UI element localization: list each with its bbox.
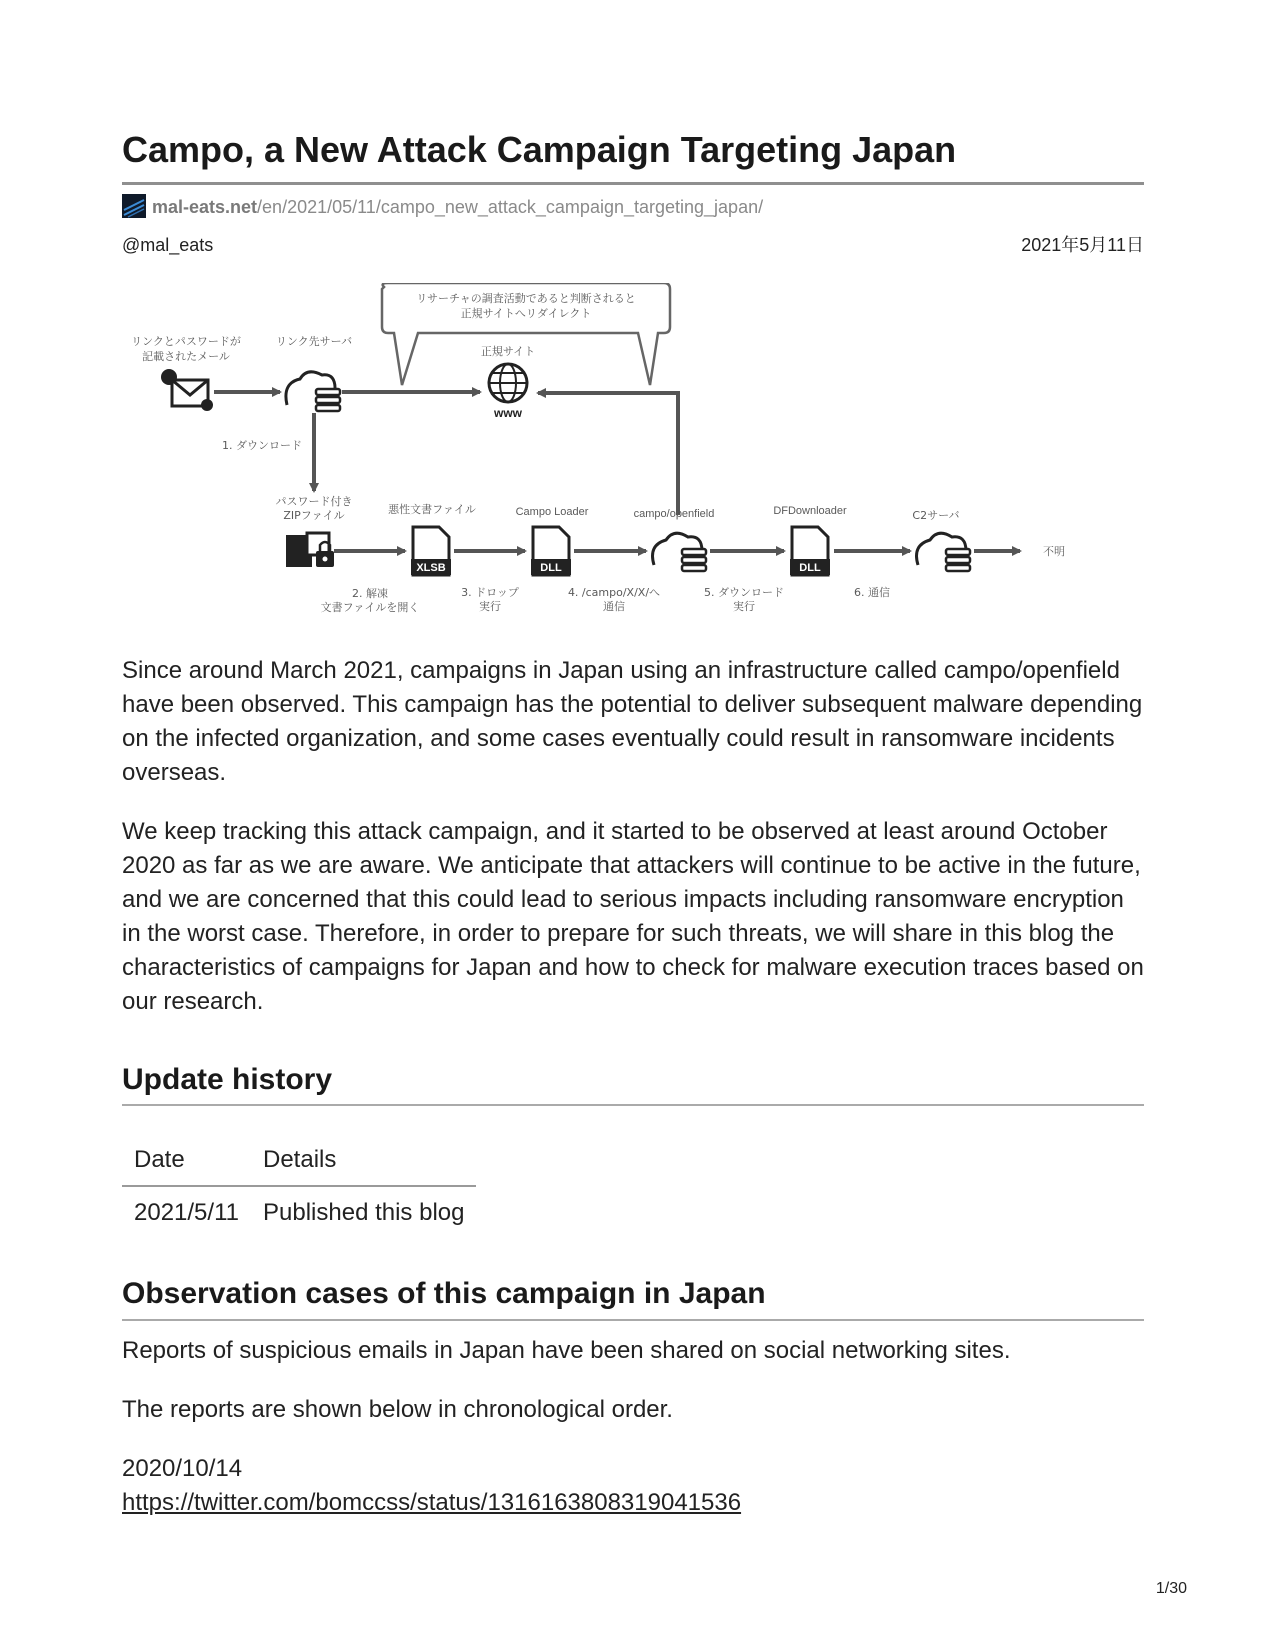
intro-paragraph-1: Since around March 2021, campaigns in Japan using an infrastructure called campo/openfield have been observed. This campaign has the potential to deliver subsequent malware depending on the infected organization, and some cases eventually could result in ransomware incidents overseas. — [122, 657, 1143, 786]
legit-site-label: 正規サイト — [480, 345, 536, 358]
www-text: www — [493, 406, 523, 420]
step6-label: 6. 通信 — [854, 586, 890, 599]
author-handle: @mal_eats — [122, 235, 214, 255]
article-title: Campo, a New Attack Campaign Targeting Japan — [122, 129, 957, 170]
publish-date: 2021年5月11日 — [1021, 235, 1144, 255]
date-column-header: Date — [122, 1135, 251, 1186]
dfdownloader-label: DFDownloader — [773, 505, 847, 517]
observation-paragraph-2: The reports are shown below in chronological order. — [122, 1396, 673, 1423]
step3-label-1: 3. ドロップ — [461, 586, 519, 599]
dll-tag-2: DLL — [799, 562, 821, 574]
callout-line-1: リサーチャの調査活動であると判断されると — [416, 292, 636, 305]
row-date: 2021/5/11 — [134, 1199, 239, 1226]
source-url[interactable] — [122, 194, 763, 219]
source-path: /en/2021/05/11/campo_new_attack_campaign_targeting_japan/ — [257, 197, 764, 217]
page-number: 1/30 — [1155, 1580, 1187, 1597]
xlsb-file-icon — [411, 527, 451, 575]
campo-loader-label: Campo Loader — [515, 506, 589, 518]
observation-divider — [122, 1319, 1144, 1321]
email-label-2: 記載されたメール — [142, 350, 230, 363]
observation-heading: Observation cases of this campaign in Japan — [122, 1277, 766, 1310]
source-domain: mal-eats.net — [152, 197, 258, 217]
campo-openfield-cloud-icon — [653, 533, 707, 571]
title-divider — [122, 182, 1144, 185]
zip-label-1: パスワード付き — [275, 495, 353, 508]
step1-label: 1. ダウンロード — [222, 439, 302, 452]
campo-openfield-label: campo/openfield — [633, 508, 715, 520]
malicious-doc-label: 悪性文書ファイル — [388, 503, 476, 516]
update-history-table — [122, 1135, 476, 1239]
c2-server-cloud-icon — [917, 533, 971, 571]
step2-label-2: 文書ファイルを開く — [320, 601, 420, 614]
details-column-header: Details — [251, 1135, 476, 1186]
site-favicon-icon — [122, 194, 146, 218]
email-label-1: リンクとパスワードが — [131, 335, 241, 348]
link-server-cloud-icon — [286, 372, 340, 411]
update-history-heading: Update history — [122, 1063, 333, 1096]
entry-date: 2020/10/14 — [122, 1455, 243, 1482]
email-icon — [161, 369, 213, 411]
attack-flow-svg — [122, 283, 1144, 645]
update-history-divider — [122, 1104, 1144, 1106]
legit-site-globe-icon — [489, 364, 527, 420]
table-header-row — [122, 1135, 476, 1186]
row-details: Published this blog — [263, 1199, 465, 1226]
zip-label-2: ZIPファイル — [283, 509, 345, 522]
step4-label-1: 4. /campo/X/X/へ — [567, 586, 661, 599]
attack-flow-diagram — [122, 283, 1144, 645]
xlsb-tag: XLSB — [416, 562, 446, 574]
link-server-label: リンク先サーバ — [275, 335, 353, 348]
zip-lock-icon — [286, 533, 334, 567]
callout-line-2: 正規サイトへリダイレクト — [460, 307, 592, 320]
step2-label-1: 2. 解凍 — [352, 587, 388, 600]
twitter-link[interactable]: https://twitter.com/bomccss/status/1316163808319041536 — [122, 1489, 742, 1516]
step3-label-2: 実行 — [479, 600, 501, 613]
intro-paragraph-2: We keep tracking this attack campaign, and it started to be observed at least around October 2020 as far as we are aware. We anticipate that attackers will continue to be active in the future, and we are concerned that this could lead to serious impacts including ransomware encryption in the worst case. Therefore, in order to prepare for such threats, we will share in this blog the characteristics of campaigns for Japan and how to check for malware execution traces based on our research. — [122, 818, 1144, 1015]
dll-tag-1: DLL — [540, 562, 562, 574]
step5-label-2: 実行 — [733, 600, 755, 613]
c2-label: C2サーバ — [912, 509, 960, 522]
campo-loader-dll-icon — [531, 527, 571, 575]
step5-label-1: 5. ダウンロード — [704, 586, 784, 599]
observation-paragraph-1: Reports of suspicious emails in Japan have been shared on social networking sites. — [122, 1337, 1011, 1364]
unknown-label: 不明 — [1043, 545, 1065, 558]
table-row — [122, 1186, 476, 1239]
dfdownloader-dll-icon — [790, 527, 830, 575]
step4-label-2: 通信 — [603, 600, 625, 613]
